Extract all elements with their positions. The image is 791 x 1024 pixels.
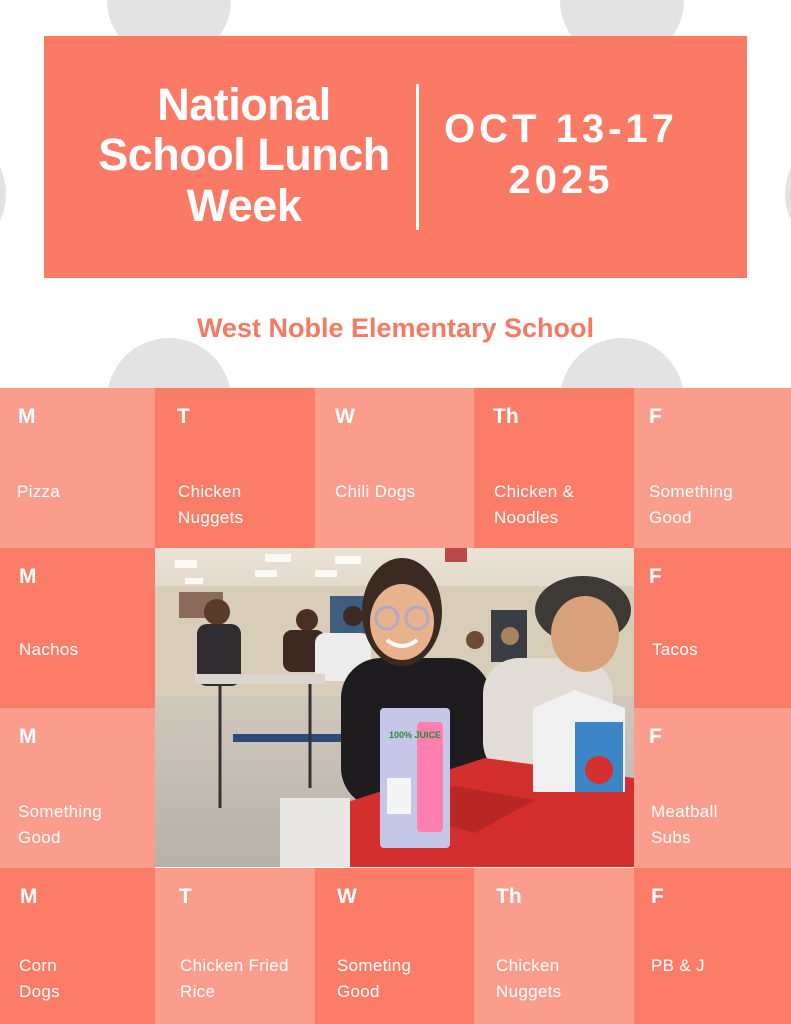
- header-banner: [44, 36, 747, 278]
- menu-cell-row1-tuesday: [155, 388, 315, 548]
- menu-cell-row4-thursday: [474, 868, 634, 1024]
- meal-name: Chicken Nuggets: [496, 956, 562, 1001]
- meal-name: Nachos: [19, 640, 79, 659]
- menu-cell-row4-monday: [0, 868, 155, 1024]
- meal-name: Chili Dogs: [335, 482, 416, 501]
- event-title-line: School Lunch: [98, 129, 390, 181]
- menu-cell-row4-tuesday: [155, 868, 315, 1024]
- menu-cell-row2-friday: [634, 548, 791, 708]
- meal-name: Someting Good: [337, 956, 412, 1001]
- cafeteria-photo-illustration: [155, 548, 634, 867]
- day-label: M: [19, 725, 37, 748]
- juice-label: 100% JUICE: [389, 730, 442, 740]
- meal-name: Something Good: [649, 482, 733, 527]
- day-label: F: [649, 565, 662, 588]
- menu-cell-row3-monday: [0, 708, 155, 868]
- school-name: West Noble Elementary School: [196, 313, 595, 343]
- day-label: F: [651, 885, 664, 908]
- banner-divider: [416, 84, 419, 230]
- juice-box: [380, 708, 450, 848]
- day-label: F: [649, 405, 662, 428]
- menu-cell-row3-friday: [634, 708, 791, 868]
- day-label: T: [177, 405, 190, 428]
- cafeteria-photo: [155, 548, 634, 867]
- menu-cell-row1-friday: [634, 388, 791, 548]
- day-label: M: [18, 405, 36, 428]
- day-label: Th: [493, 405, 519, 428]
- meal-name: Corn Dogs: [19, 956, 60, 1001]
- event-title-line: Week: [186, 179, 302, 231]
- meal-name: PB & J: [651, 956, 705, 975]
- day-label: F: [649, 725, 662, 748]
- day-label: W: [335, 405, 355, 428]
- menu-cell-row4-friday: [634, 868, 791, 1024]
- menu-cell-row1-monday: [0, 388, 155, 548]
- meal-name: Meatball Subs: [651, 802, 718, 847]
- day-label: Th: [496, 885, 522, 908]
- decor-dot: [785, 132, 791, 256]
- event-date-year: 2025: [508, 158, 614, 203]
- milk-carton: [533, 690, 625, 792]
- meal-name: Tacos: [652, 640, 698, 659]
- event-date: [424, 104, 698, 206]
- meal-name: Chicken Fried Rice: [180, 956, 289, 1001]
- flag: [445, 548, 467, 562]
- event-date-range: OCT 13-17: [444, 107, 678, 151]
- menu-cell-row2-monday: [0, 548, 155, 708]
- menu-cell-row4-wednesday: [315, 868, 474, 1024]
- event-title: [84, 80, 404, 231]
- day-label: M: [20, 885, 38, 908]
- event-title-line: National: [157, 79, 331, 130]
- meal-name: Chicken Nuggets: [178, 482, 244, 527]
- cafeteria-table: [195, 674, 325, 684]
- meal-name: Chicken & Noodles: [494, 482, 575, 527]
- table-bench: [233, 734, 343, 742]
- decor-dot: [0, 132, 6, 256]
- meal-name: Something Good: [18, 802, 102, 847]
- day-label: M: [19, 565, 37, 588]
- meal-name: Pizza: [17, 482, 61, 501]
- day-label: T: [179, 885, 192, 908]
- day-label: W: [337, 885, 357, 908]
- menu-cell-row1-wednesday: [315, 388, 474, 548]
- menu-cell-row1-thursday: [474, 388, 634, 548]
